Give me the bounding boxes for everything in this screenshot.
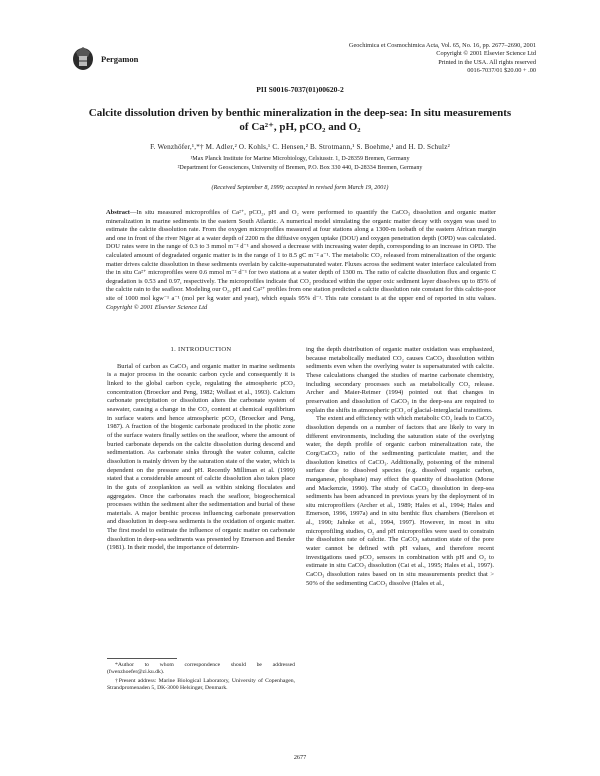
abstract-label: Abstract bbox=[106, 209, 130, 216]
body-column-left bbox=[107, 346, 295, 553]
affiliation-1: ¹Max Planck Institute for Marine Microbiology, Celsiusstr. 1, D-28359 Bremen, Germany bbox=[190, 156, 410, 162]
author-list: F. Wenzhöfer,¹,*† M. Adler,² O. Kohls,¹ C. Hensen,² B. Strotmann,¹ S. Boehme,¹ and H. D. Schulz² bbox=[150, 143, 450, 151]
paper-title bbox=[60, 106, 540, 134]
received-dates: (Received September 8, 1999; accepted in revised form March 19, 2001) bbox=[211, 185, 389, 191]
pii-code: PII S0016-7037(01)00620-2 bbox=[256, 85, 344, 94]
affiliation-2: ²Department for Geosciences, University of Bremen, P.O. Box 330 440, D-28334 Bremen, Germany bbox=[177, 165, 423, 171]
section-heading: 1. INTRODUCTION bbox=[170, 346, 232, 353]
journal-printed: Printed in the USA. All rights reserved bbox=[438, 58, 536, 66]
journal-copyright: Copyright © 2001 Elsevier Science Ltd bbox=[436, 50, 536, 58]
abstract-text: —In situ measured microprofiles of Ca²⁺, pCO₂, pH and O₂ were performed to quantify the CaCO₃ dissolution and organic matter mineralization in marine sediments in the eastern South Atlantic. A numerical model simulating the organic matter decay with oxygen was used to estimate the calcite dissolution rate. From the oxygen microprofiles measured at four stations along a 1300-m isobath of the eastern African margin and one in front of the river Niger at a water depth of 2200 m the diffusive oxygen uptake (DOU) and oxygen penetration depth (OPD) was calculated. DOU rates were in the range of 0.3 to 3 mmol m⁻² d⁻¹ and showed a decrease with increasing water depth, corresponding to an increase in OPD. The calculated amount of degradated organic matter is in the range of 1 to 8.5 gC m⁻² a⁻¹. The metabolic CO₂ released from mineralization of the organic matter drives calcite dissolution in these sediments overlain by calcite-supersaturated water. Fluxes across the sediment water interface calculated from the in situ Ca²⁺ microprofiles were 0.6 mmol m⁻² d⁻¹ for two stations at a water depth of 1300 m. The ratio of calcite dissolution flux and organic C degradation is 0.53 and 0.97, respectively. The microprofiles indicate that CO₂ produced within the upper oxic sediment layer dissolves up to 85% of the calcite rain to the seafloor. Modeling our O₂, pH and Ca²⁺ profiles from one station predicted a calcite dissolution rate constant for this calcite-poor site of 1000 mol kgw⁻¹ a⁻¹ (mol per kg water and year), which equals 95% d⁻¹. This rate constant is at the upper end of reported in situ values. bbox=[106, 209, 496, 302]
abstract bbox=[106, 209, 496, 312]
journal-issn: 0016-7037/01 $20.00 + .00 bbox=[467, 67, 536, 75]
body-paragraph: Burial of carbon as CaCO₃ and organic matter in marine sediments is a major process in the oceanic carbon cycle and consequently it is linked to the global carbon cycle, regulating the atmospheric pCO₂ concentration (Broecker and Peng, 1982; Wollast et al., 1993). Calcium carbonate precipitation or dissolution alters the carbonate system of seawater, causing a change in the CO₂ content at chemical equilibrium in surface waters and hence atmospheric pCO₂ (Broecker and Peng, 1987). A fraction of the biogenic carbonate produced in the photic zone of the surface waters finally settles on the seafloor, where the amount of buried carbonate depends on the calcite dissolution during descend and sedimentation. As carbonate sinks through the water column, calcite dissolution is mainly driven by the saturation state of the water, which is dependent on the pressure and pH. Recently Milliman et al. (1999) stated that a considerable amount of calcite dissolution also takes place in the guts of zooplankton as well as within sinking floculates and aggregates. Once the carbonates reach the seafloor, biogeochemical processes within the sediment alter the sedimentation and burial of these materials. A major benthic process influencing carbonate preservation and dissolution in deep-sea sediments is the oxidation of organic matter. The first model to estimate the influence of organic matter on carbonate dissolution in deep-sea sediments was presented by Emerson and Bender (1981). In their model, the importance of determin- bbox=[107, 362, 295, 552]
footnote-correspondence: *Author to whom correspondence should be addressed (fwenzhoefer@zi.ku.dk). bbox=[107, 662, 295, 676]
journal-info bbox=[349, 42, 536, 76]
footnote-divider bbox=[107, 658, 177, 659]
abstract-copyright: Copyright © 2001 Elsevier Science Ltd bbox=[106, 303, 208, 311]
paper-title-line-1: Calcite dissolution driven by benthic mineralization in the deep-sea: In situ measurements bbox=[88, 107, 512, 119]
paper-title-line-2: of Ca²⁺, pH, pCO₂ and O₂ bbox=[239, 121, 361, 133]
journal-citation: Geochimica et Cosmochimica Acta, Vol. 65, No. 16, pp. 2677–2690, 2001 bbox=[348, 42, 536, 49]
body-column-right bbox=[306, 346, 494, 588]
footnotes bbox=[107, 662, 295, 694]
page-number: 2677 bbox=[293, 754, 307, 761]
footnote-present-address: †Present address: Marine Biological Laboratory, University of Copenhagen, Strandpromenaden 5, DK-3000 Helsingør, Denmark. bbox=[107, 677, 295, 692]
publisher-name: Pergamon bbox=[101, 54, 139, 64]
body-paragraph: ing the depth distribution of organic matter oxidation was emphasized, because metabolically mediated CO₂ causes CaCO₃ dissolution within sediments even when the overlying water is supersaturated with calcite. These calculations changed the studies of marine carbonate chemistry, including secondary processes such as metabolically CO₂ release. Archer and Maier-Reimer (1994) pointed out that changes in preservation and dissolution of CaCO₃ in the deep-sea are required to explain the shifts in atmospheric pCO₂ of glacial-interglacial transitions. bbox=[306, 346, 494, 414]
pergamon-logo bbox=[70, 44, 96, 72]
body-paragraph: The extent and efficiency with which metabolic CO₂ leads to CaCO₃ dissolution depends on a number of factors that are likely to vary in different environments, including the saturation state of the overlying water, the depth profile of organic carbon mineralization rate, the Corg/CaCO₃ ratio of the sedimenting particulate matter, and the dissolution kinetics of CaCO₃. Additionally, poisoning of the mineral surface due to dissolved species (e.g. dissolved organic carbon, manganese, phosphate) may effect the quantity of dissolution (Morse and Mackenzie, 1990). The study of CaCO₃ dissolution in deep-sea sediments has been advanced in previous years by the deployment of in situ microprofilers (Archer et al., 1989; Hales et al., 1994; Hales and Emerson, 1996, 1997a) and in situ benthic flux chambers (Berelson et al., 1990; Jahnke et al., 1994, 1997). However, in most in situ microprofiling studies, O₂ and pH microprofiles were used to constrain the dissolution rate of calcite. The CaCO₃ saturation state of the pore water cannot be defined with pH values, and therefore recent investigations used pCO₂ sensors in combination with pH and O₂ to estimate in situ CaCO₃ dissolution (Cai et al., 1995; Hales et al., 1997). CaCO₃ dissolution rates based on in situ measurements predict that > 50% of the sedimenting CaCO₃ dissolve (Hales et al., bbox=[306, 415, 494, 587]
